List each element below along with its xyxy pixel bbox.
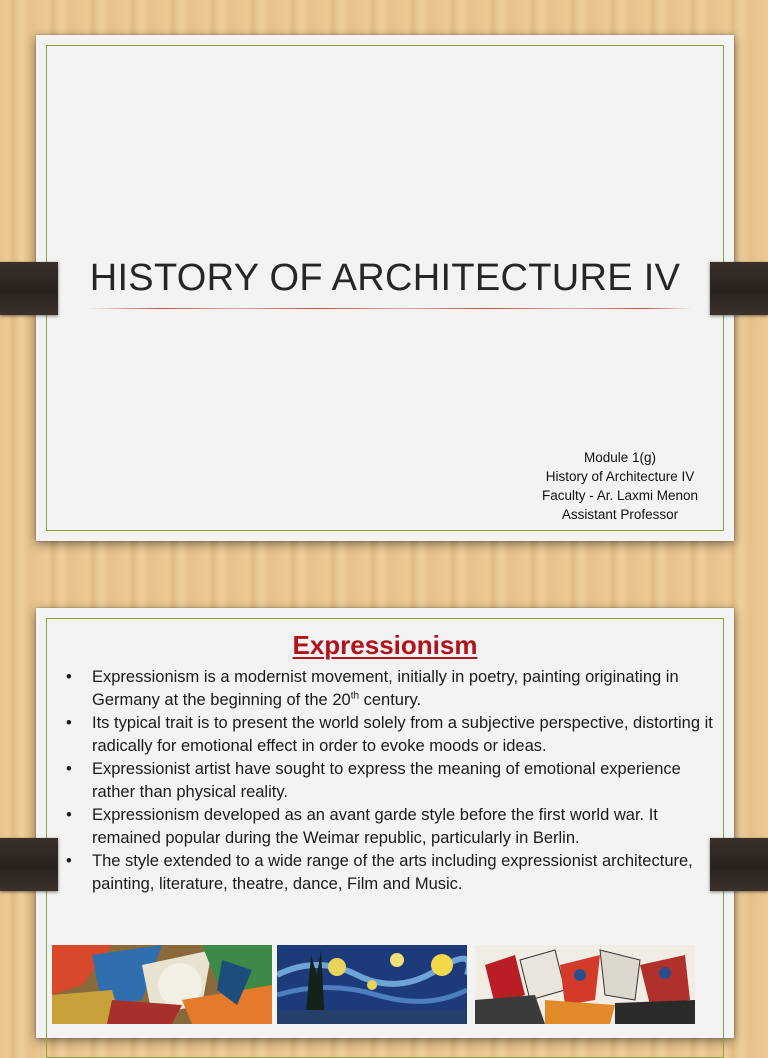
binder-tab <box>710 262 768 315</box>
module-info <box>520 448 720 524</box>
list-item: • The style extended to a wide range of the arts including expressionist architecture, painting, literature, theatre, dance, Film and Music. <box>66 852 693 893</box>
faculty-name: Faculty - Ar. Laxmi Menon <box>541 488 699 503</box>
list-item: • Expressionist artist have sought to express the meaning of emotional experience rather than physical reality. <box>66 760 681 801</box>
list-item: • Its typical trait is to present the world solely from a subjective perspective, distorting it radically for emotional effect in order to evoke moods or ideas. <box>66 714 713 755</box>
course-name: History of Architecture IV <box>545 469 695 484</box>
bullet-list <box>62 666 716 896</box>
bullet-icon: • <box>66 714 72 732</box>
binder-tab <box>0 262 58 315</box>
abstract-expressionist-painting-icon <box>52 945 272 1024</box>
module-number: Module 1(g) <box>583 450 657 465</box>
list-item: • Expressionism developed as an avant garde style before the first world war. It remained popular during the Weimar republic, particularly in Berlin. <box>66 806 658 847</box>
binder-tab <box>710 838 768 891</box>
bullet-icon: • <box>66 760 72 778</box>
bullet-icon: • <box>66 668 72 686</box>
title-slide <box>36 35 734 541</box>
binder-tab <box>0 838 58 891</box>
cubist-figures-painting-icon <box>475 945 695 1024</box>
list-item: • Expressionism is a modernist movement, initially in poetry, painting originating in Germany at the beginning of the 20th century. <box>66 668 679 709</box>
faculty-designation: Assistant Professor <box>561 507 679 522</box>
starry-night-painting-icon <box>277 945 467 1024</box>
bullet-icon: • <box>66 852 72 870</box>
title-divider <box>88 308 692 309</box>
slide-title: HISTORY OF ARCHITECTURE IV <box>89 257 681 299</box>
bullet-icon: • <box>66 806 72 824</box>
slide-heading: Expressionism <box>292 630 478 660</box>
